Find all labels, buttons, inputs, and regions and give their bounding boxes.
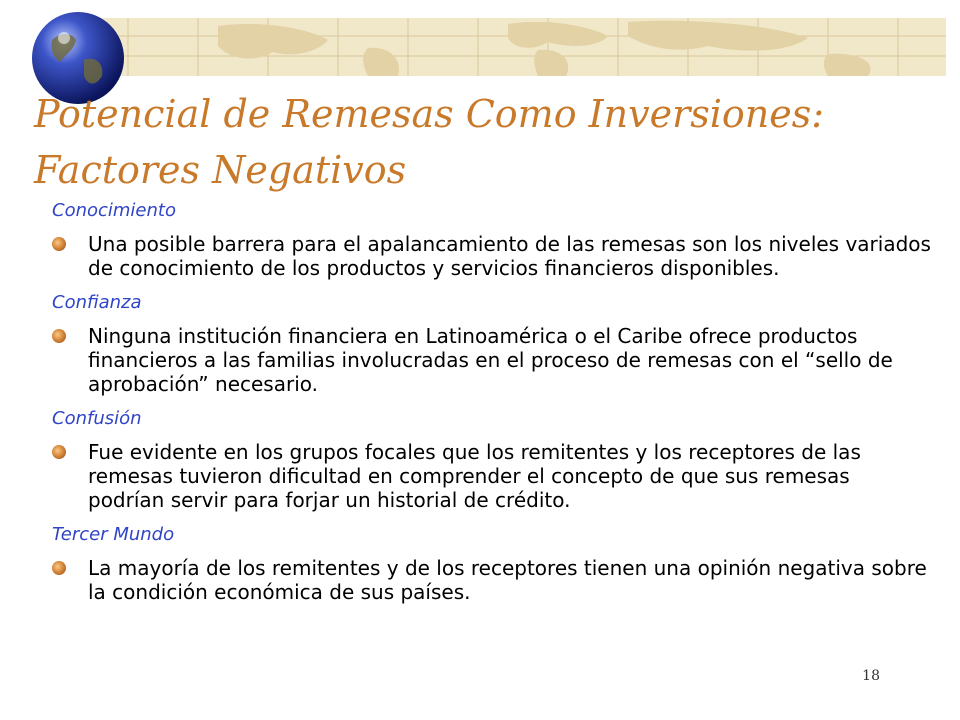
world-map-graphic (68, 18, 946, 76)
section-heading-conocimiento: Conocimiento (52, 200, 176, 221)
bullet-item (52, 232, 932, 280)
bullet-text: Ninguna institución financiera en Latinoamérica o el Caribe ofrece productos financieros a las familias involucradas en el proceso de remesas con el “sello de aprobación” necesario. (88, 324, 893, 396)
bullet-text: Fue evidente en los grupos focales que los remitentes y los receptores de las remesas tuvieron dificultad en comprender el concepto de que sus remesas podrían servir para forjar un historial de crédito. (88, 440, 861, 512)
bullet-dot-icon (52, 561, 66, 575)
bullet-dot-icon (52, 237, 66, 251)
bullet-dot-icon (52, 329, 66, 343)
section-heading-confusion: Confusión (52, 408, 142, 429)
bullet-dot-icon (52, 445, 66, 459)
world-map-banner (68, 18, 946, 76)
title-line-1: Potencial de Remesas Como Inversiones: (34, 92, 825, 136)
page-number: 18 (862, 668, 880, 684)
bullet-item (52, 324, 932, 396)
bullet-text: Una posible barrera para el apalancamiento de las remesas son los niveles variados de conocimiento de los productos y servicios financieros disponibles. (88, 232, 931, 280)
bullet-item (52, 556, 932, 604)
slide-content (52, 196, 932, 612)
title-line-2: Factores Negativos (34, 148, 407, 192)
bullet-item (52, 440, 932, 512)
bullet-text: La mayoría de los remitentes y de los receptores tienen una opinión negativa sobre la condición económica de sus países. (88, 556, 927, 604)
section-heading-confianza: Confianza (52, 292, 142, 313)
slide-title (34, 86, 934, 198)
section-heading-tercer-mundo: Tercer Mundo (52, 524, 175, 545)
